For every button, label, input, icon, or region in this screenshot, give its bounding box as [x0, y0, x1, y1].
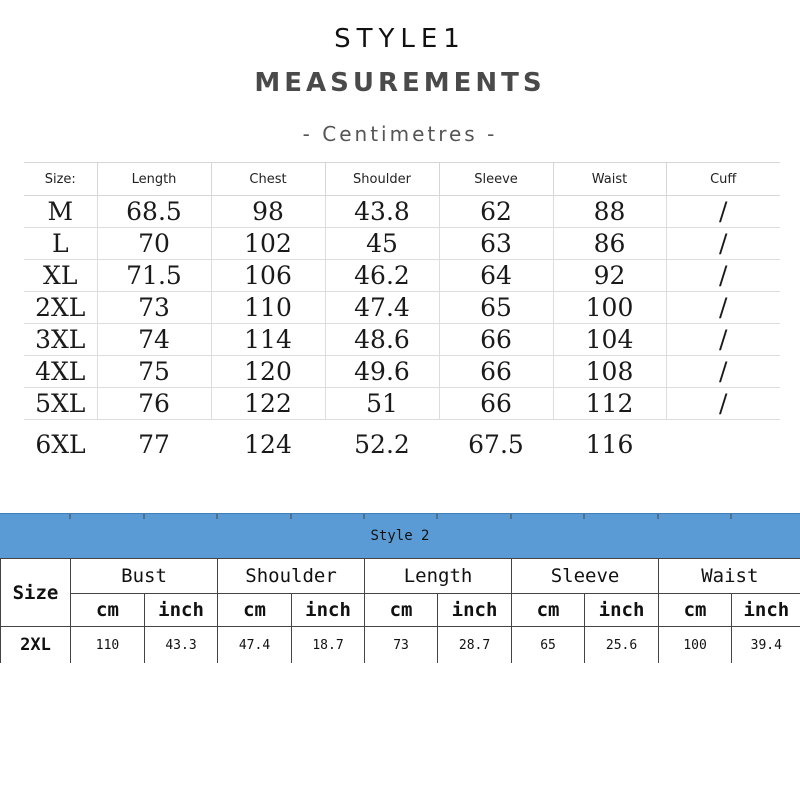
- cell-shoulder: 49.6: [325, 356, 439, 388]
- cell-sleeve: 66: [439, 324, 553, 356]
- cell-shoulder: 48.6: [325, 324, 439, 356]
- cell-shoulder: 45: [325, 228, 439, 260]
- unit-inch: inch: [438, 594, 512, 627]
- header-size: Size: [1, 559, 71, 627]
- cell-size: XL: [24, 260, 97, 292]
- unit-cm: cm: [71, 594, 145, 627]
- cell-length: 77: [138, 430, 170, 459]
- cell-length: 73: [97, 292, 211, 324]
- table-row: [24, 196, 780, 228]
- header-cuff: Cuff: [666, 163, 780, 196]
- unit-cm: cm: [218, 594, 292, 627]
- cell-waist-cm: 100: [659, 627, 732, 664]
- header-bust: Bust: [71, 559, 218, 594]
- cell-waist: 108: [553, 356, 666, 388]
- cell-shoulder: 52.2: [354, 430, 410, 459]
- cell-size: 2XL: [24, 292, 97, 324]
- unit-label: - Centimetres -: [302, 122, 498, 146]
- unit-cm: cm: [365, 594, 438, 627]
- cell-length: 68.5: [97, 196, 211, 228]
- table-header-row: [24, 163, 780, 196]
- cell-shoulder-cm: 47.4: [218, 627, 292, 664]
- cell-sleeve: 62: [439, 196, 553, 228]
- cell-chest: 122: [211, 388, 325, 420]
- cell-sleeve-cm: 65: [512, 627, 585, 664]
- header-length: Length: [365, 559, 512, 594]
- cell-size: 2XL: [1, 627, 71, 664]
- cell-sleeve: 67.5: [468, 430, 524, 459]
- cell-shoulder: 51: [325, 388, 439, 420]
- cell-sleeve: 63: [439, 228, 553, 260]
- cell-chest: 98: [211, 196, 325, 228]
- cell-size: 6XL: [35, 430, 86, 459]
- cell-length: 71.5: [97, 260, 211, 292]
- unit-inch: inch: [585, 594, 659, 627]
- header-chest: Chest: [211, 163, 325, 196]
- cell-shoulder: 47.4: [325, 292, 439, 324]
- cell-cuff: /: [666, 388, 780, 420]
- cell-length-inch: 28.7: [438, 627, 512, 664]
- cell-shoulder: 46.2: [325, 260, 439, 292]
- header-waist: Waist: [553, 163, 666, 196]
- style1-size-table: [24, 162, 780, 470]
- cell-chest: 110: [211, 292, 325, 324]
- table-row: [24, 388, 780, 420]
- cell-waist: 88: [553, 196, 666, 228]
- cell-size: 5XL: [24, 388, 97, 420]
- cell-waist: 112: [553, 388, 666, 420]
- cell-length: 70: [97, 228, 211, 260]
- unit-inch: inch: [732, 594, 800, 627]
- unit-cm: cm: [659, 594, 732, 627]
- cell-cuff: /: [666, 228, 780, 260]
- cell-bust-inch: 43.3: [145, 627, 218, 664]
- style2-size-table: [0, 558, 800, 663]
- table-row: [24, 260, 780, 292]
- cell-sleeve: 65: [439, 292, 553, 324]
- cell-chest: 120: [211, 356, 325, 388]
- cell-shoulder-inch: 18.7: [292, 627, 365, 664]
- header-sleeve: Sleeve: [512, 559, 659, 594]
- cell-waist: 104: [553, 324, 666, 356]
- cell-sleeve-inch: 25.6: [585, 627, 659, 664]
- header-shoulder: Shoulder: [218, 559, 365, 594]
- table-row: [24, 228, 780, 260]
- header-length: Length: [97, 163, 211, 196]
- group-header-row: [1, 559, 800, 594]
- cell-chest: 102: [211, 228, 325, 260]
- table-row: [24, 324, 780, 356]
- cell-length: 75: [97, 356, 211, 388]
- unit-inch: inch: [145, 594, 218, 627]
- cell-cuff: /: [666, 196, 780, 228]
- cell-waist-inch: 39.4: [732, 627, 800, 664]
- table-row: [24, 420, 780, 471]
- cell-length: 74: [97, 324, 211, 356]
- cell-cuff: [666, 420, 780, 471]
- unit-header-row: [1, 594, 800, 627]
- style2-header-band: [0, 513, 800, 559]
- table-row: [1, 627, 800, 664]
- cell-sleeve: 66: [439, 388, 553, 420]
- cell-size: 3XL: [24, 324, 97, 356]
- cell-length-cm: 73: [365, 627, 438, 664]
- table-row: [24, 292, 780, 324]
- cell-cuff: /: [666, 260, 780, 292]
- cell-cuff: /: [666, 292, 780, 324]
- cell-cuff: /: [666, 324, 780, 356]
- cell-shoulder: 43.8: [325, 196, 439, 228]
- cell-chest: 114: [211, 324, 325, 356]
- unit-inch: inch: [292, 594, 365, 627]
- cell-size: L: [24, 228, 97, 260]
- style1-title: STYLE1: [334, 24, 466, 54]
- header-size: Size:: [24, 163, 97, 196]
- cell-chest: 106: [211, 260, 325, 292]
- cell-waist: 116: [585, 430, 634, 459]
- cell-waist: 86: [553, 228, 666, 260]
- cell-size: M: [24, 196, 97, 228]
- style2-title: Style 2: [370, 528, 430, 544]
- header-sleeve: Sleeve: [439, 163, 553, 196]
- cell-chest: 124: [244, 430, 292, 459]
- cell-bust-cm: 110: [71, 627, 145, 664]
- cell-waist: 92: [553, 260, 666, 292]
- header-waist: Waist: [659, 559, 800, 594]
- cell-sleeve: 64: [439, 260, 553, 292]
- cell-sleeve: 66: [439, 356, 553, 388]
- table-row: [24, 356, 780, 388]
- cell-waist: 100: [553, 292, 666, 324]
- cell-size: 4XL: [24, 356, 97, 388]
- cell-cuff: /: [666, 356, 780, 388]
- unit-cm: cm: [512, 594, 585, 627]
- header-shoulder: Shoulder: [325, 163, 439, 196]
- cell-length: 76: [97, 388, 211, 420]
- measurements-heading: MEASUREMENTS: [254, 68, 546, 98]
